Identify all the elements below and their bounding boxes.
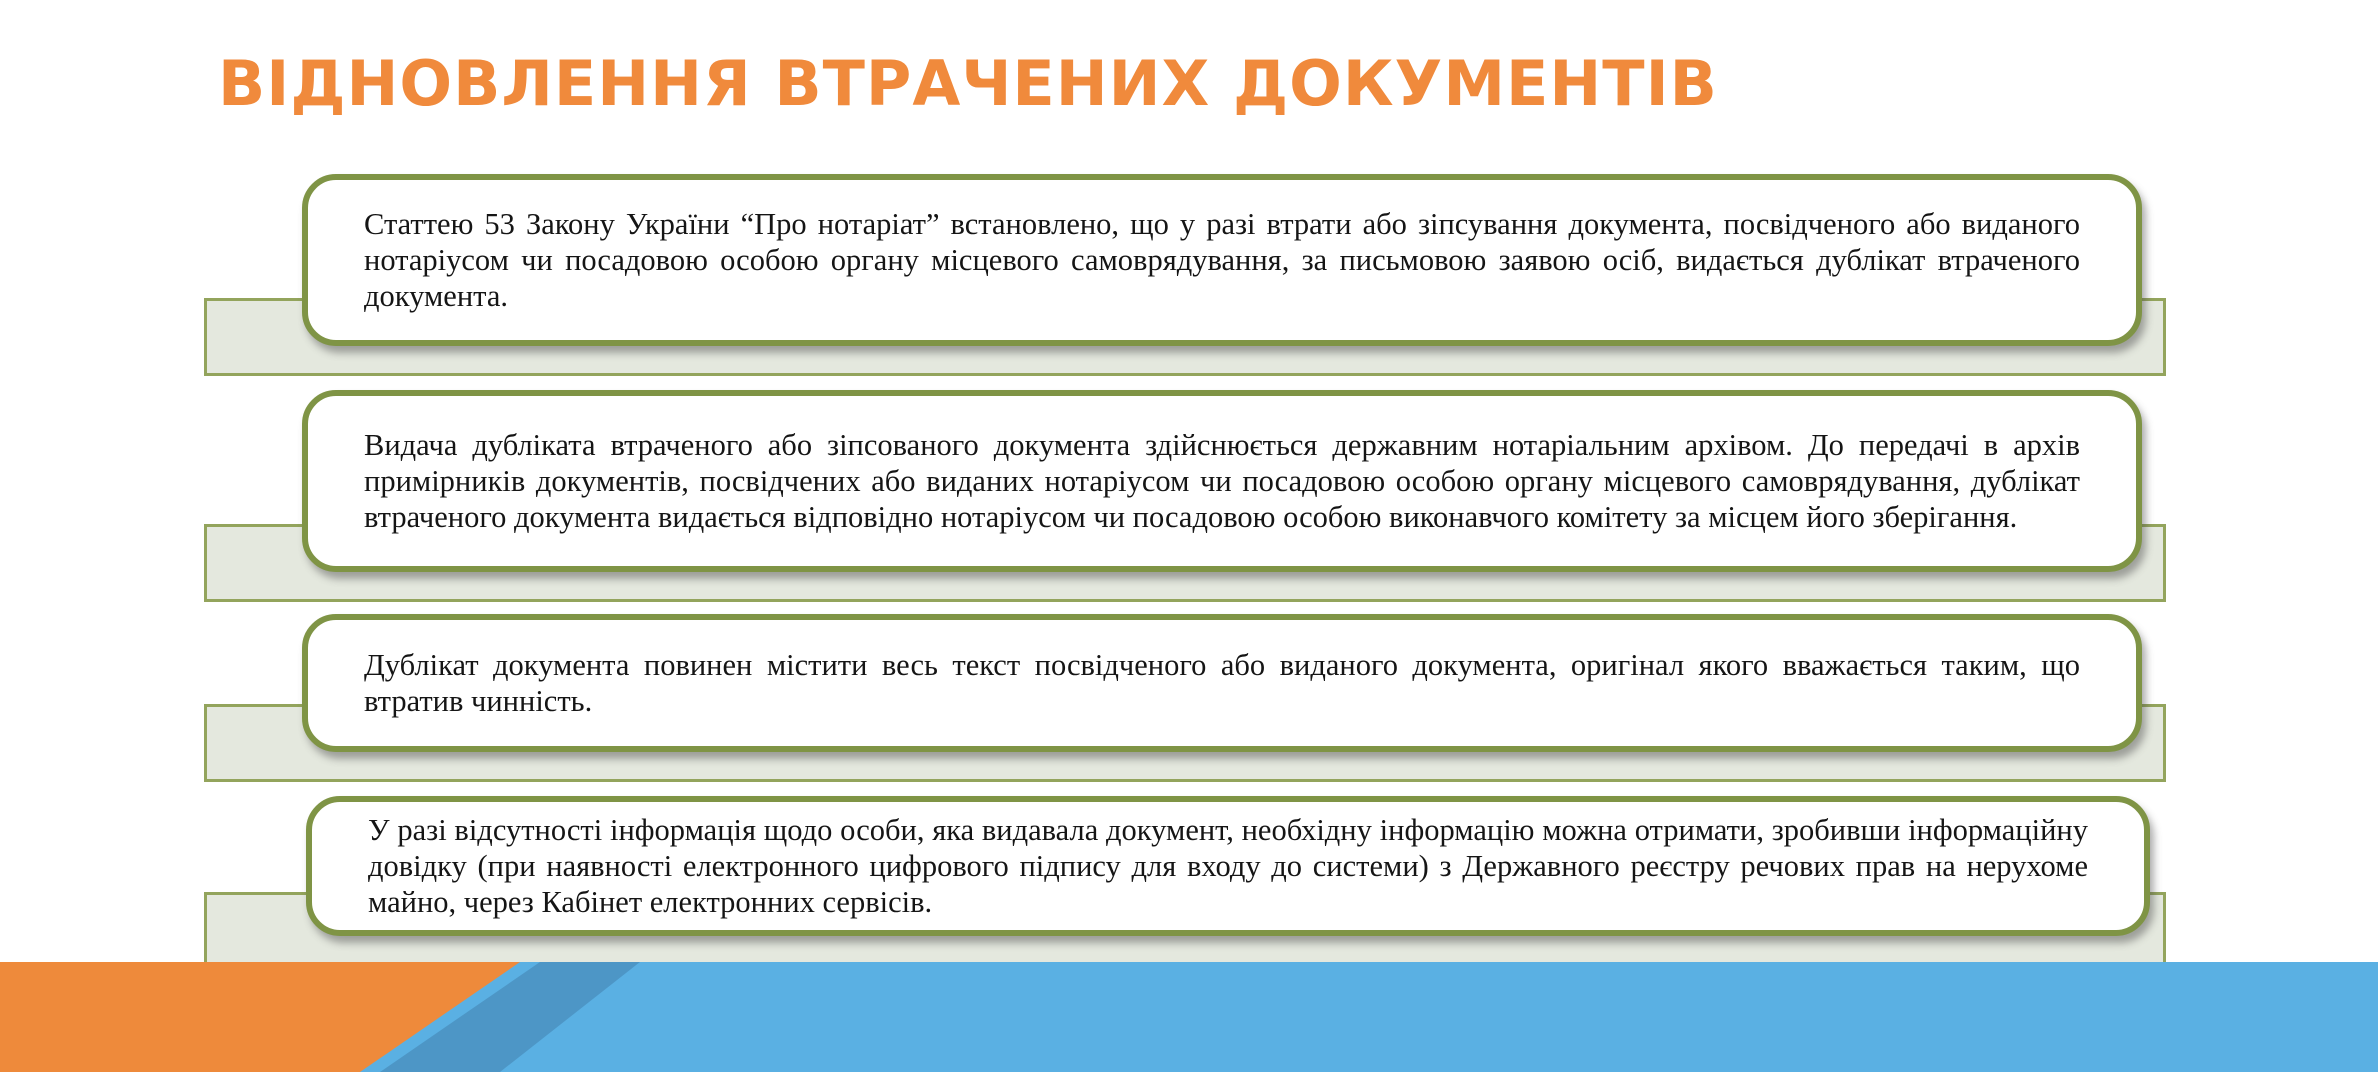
card-4-text: У разі відсутності інформація щодо особи, яка видавала документ, необхідну інформацію можна отримати, зробивши інформаційну довідку (при наявності електронного цифрового підпису для входу до системи) з Державного реєстру речових прав на нерухоме майно, через Кабінет електронних сервісів.	[368, 813, 2088, 919]
card-1	[302, 174, 2142, 346]
card-3-text: Дублікат документа повинен містити весь текст посвідченого або виданого документа, оригінал якого вважається таким, що втратив чинність.	[364, 648, 2080, 718]
slide-title: ВІДНОВЛЕННЯ ВТРАЧЕНИХ ДОКУМЕНТІВ	[218, 47, 1718, 120]
card-2	[302, 390, 2142, 572]
card-3	[302, 614, 2142, 752]
card-4	[306, 796, 2150, 936]
card-1-text: Статтею 53 Закону України “Про нотаріат” встановлено, що у разі втрати або зіпсування документа, посвідченого або виданого нотаріусом чи посадовою особою органу місцевого самоврядування, за письмовою заявою осіб, видається дублікат втраченого документа.	[364, 207, 2080, 313]
footer-decoration	[0, 962, 2378, 1072]
card-2-text: Видача дубліката втраченого або зіпсованого документа здійснюється державним нотаріальним архівом. До передачі в архів примірників документів, посвідчених або виданих нотаріусом чи посадовою особою органу місцевого самоврядування, дублікат втраченого документа видається відповідно нотаріусом чи посадовою особою виконавчого комітету за місцем його зберігання.	[364, 428, 2080, 534]
